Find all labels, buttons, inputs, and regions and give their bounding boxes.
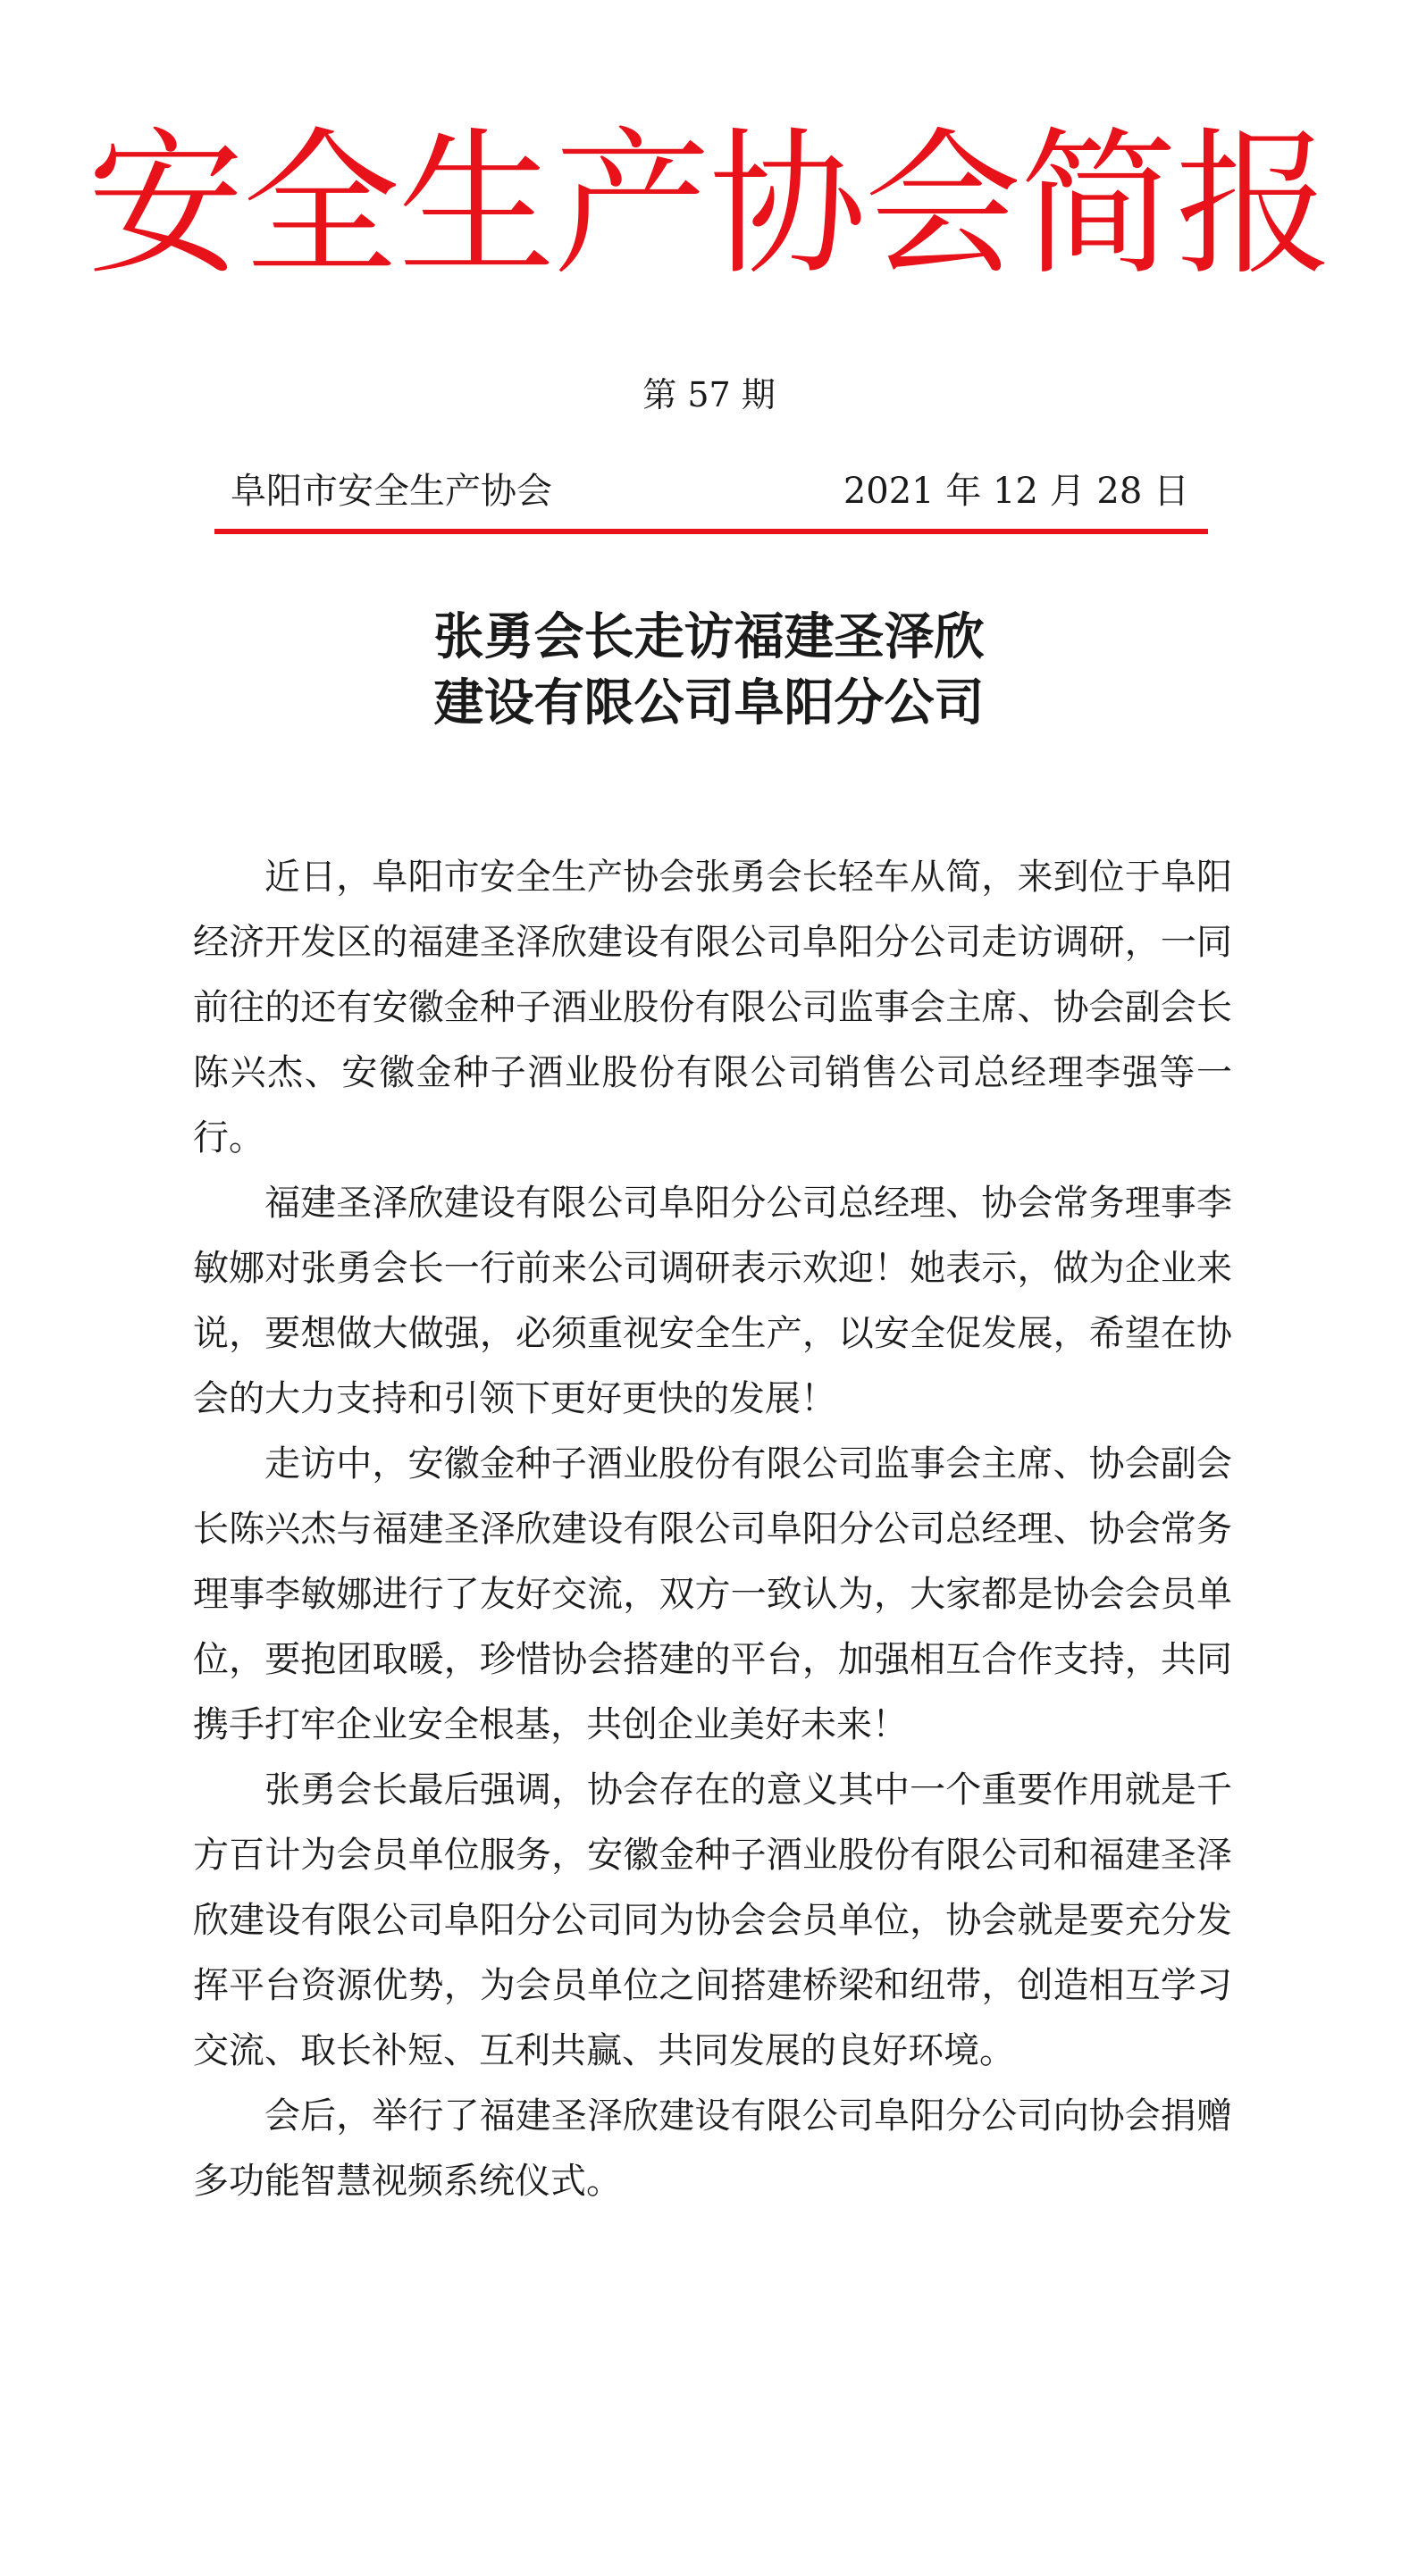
article-paragraph-2: 福建圣泽欣建设有限公司阜阳分公司总经理、协会常务理事李敏娜对张勇会长一行前来公司调研表示欢迎！她表示，做为企业来说，要想做大做强，必须重视安全生产，以安全促发展，希望在协会的大力支持和引领下更好更快的发展！: [193, 1183, 1232, 1419]
header-divider: [214, 529, 1208, 534]
article-title-line-2: 建设有限公司阜阳分公司: [433, 673, 985, 732]
newsletter-masthead: 安全生产协会简报: [87, 113, 1331, 297]
article-title-line-1: 张勇会长走访福建圣泽欣: [433, 607, 985, 666]
article-paragraph-1: 近日，阜阳市安全生产协会张勇会长轻车从简，来到位于阜阳经济开发区的福建圣泽欣建设有限公司阜阳分公司走访调研，一同前往的还有安徽金种子酒业股份有限公司监事会主席、协会副会长陈兴杰、安徽金种子酒业股份有限公司销售公司总经理李强等一行。: [193, 857, 1232, 1158]
article-paragraph-5: 会后，举行了福建圣泽欣建设有限公司阜阳分公司向协会捐赠多功能智慧视频系统仪式。: [193, 2095, 1232, 2202]
article-paragraph-3: 走访中，安徽金种子酒业股份有限公司监事会主席、协会副会长陈兴杰与福建圣泽欣建设有限公司阜阳分公司总经理、协会常务理事李敏娜进行了友好交流，双方一致认为，大家都是协会会员单位，要抱团取暖，珍惜协会搭建的平台，加强相互合作支持，共同携手打牢企业安全根基，共创企业美好未来！: [193, 1443, 1232, 1745]
article-body: [193, 845, 1232, 2214]
issue-number: 第 57 期: [642, 375, 776, 414]
article-title: [0, 604, 1418, 736]
publication-date: 2021 年 12 月 28 日: [843, 471, 1189, 512]
publisher-organization: 阜阳市安全生产协会: [231, 471, 552, 512]
article-paragraph-4: 张勇会长最后强调，协会存在的意义其中一个重要作用就是千方百计为会员单位服务，安徽金种子酒业股份有限公司和福建圣泽欣建设有限公司阜阳分公司同为协会会员单位，协会就是要充分发挥平台资源优势，为会员单位之间搭建桥梁和纽带，创造相互学习交流、取长补短、互利共赢、共同发展的良好环境。: [193, 1769, 1232, 2071]
